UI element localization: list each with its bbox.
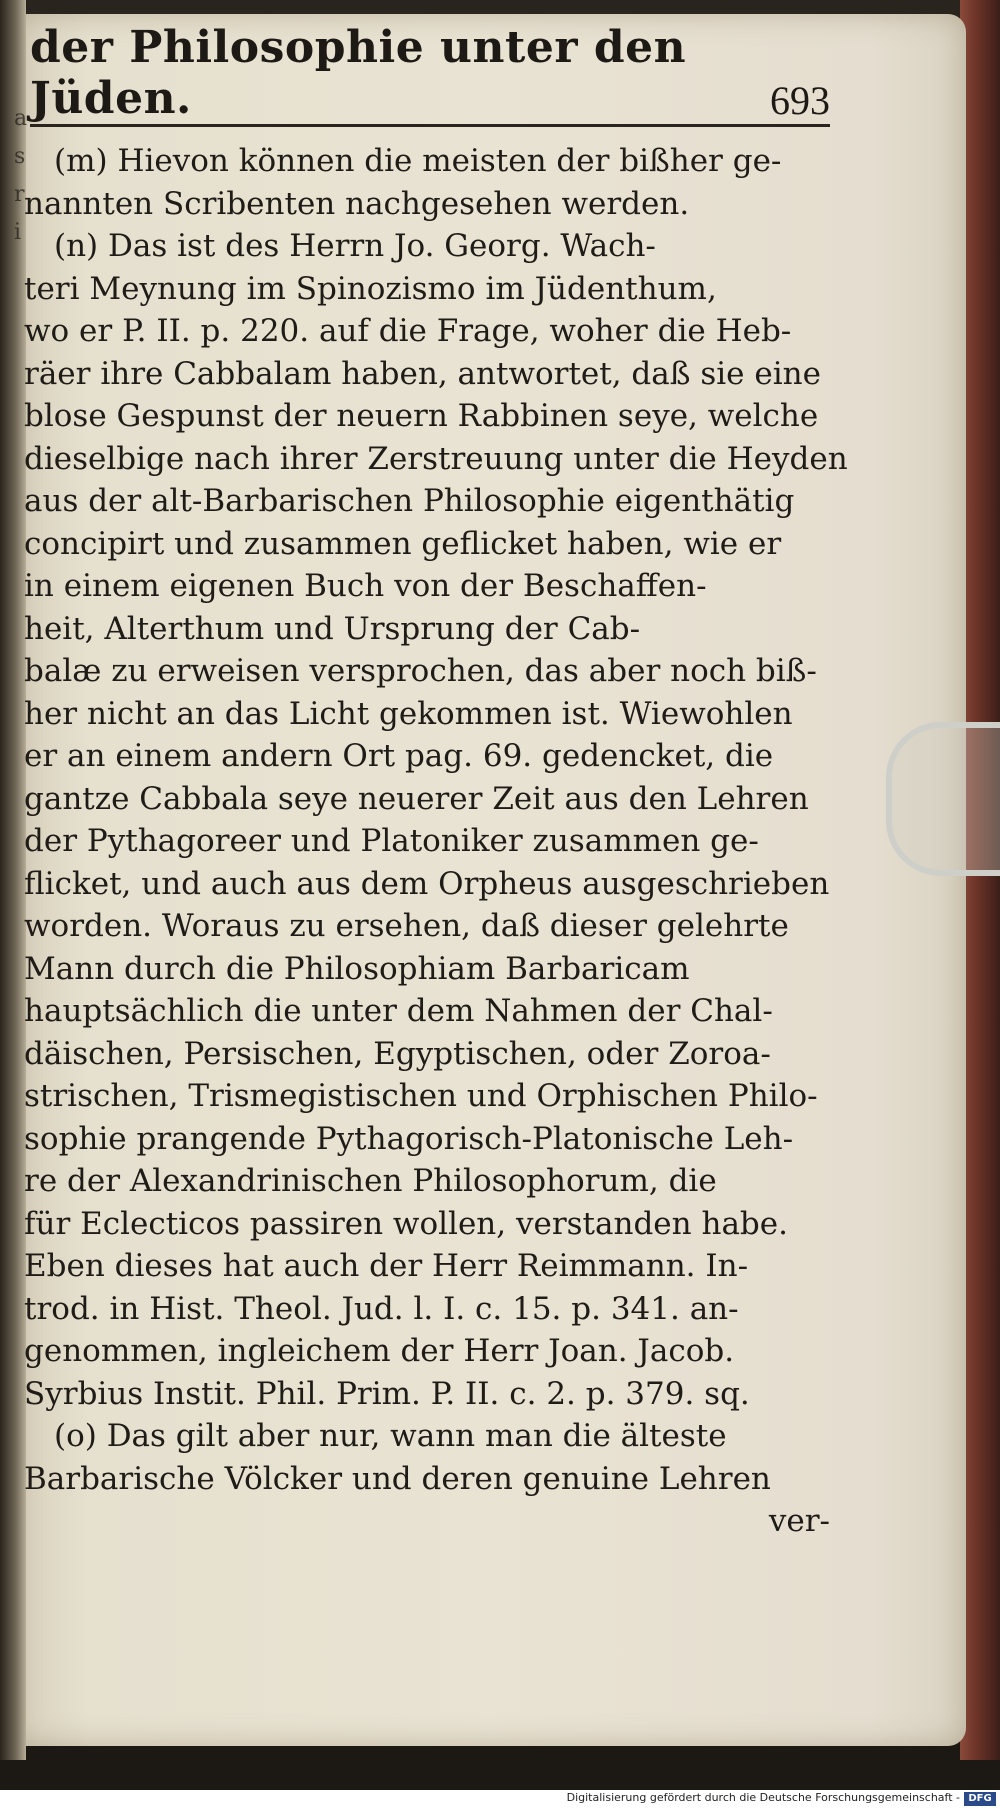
text-line: re der Alexandrinischen Philosophorum, die bbox=[24, 1163, 717, 1199]
dfg-logo: DFG bbox=[964, 1792, 996, 1806]
text-line: genommen, ingleichem der Herr Joan. Jacob. bbox=[24, 1333, 735, 1369]
text-line: blose Gespunst der neuern Rabbinen seye, welche bbox=[24, 398, 819, 434]
page-gutter-shadow bbox=[0, 0, 26, 1760]
text-line: (m) Hievon können die meisten der bißher ge- bbox=[54, 143, 782, 179]
text-line: Eben dieses hat auch der Herr Reimmann. In- bbox=[24, 1248, 749, 1284]
text-line: er an einem andern Ort pag. 69. gedencket, die bbox=[24, 738, 774, 774]
funding-credit: Digitalisierung gefördert durch die Deutsche Forschungsgemeinschaft - bbox=[566, 1791, 960, 1804]
text-line: balæ zu erweisen versprochen, das aber noch biß- bbox=[24, 653, 817, 689]
text-line: Mann durch die Philosophiam Barbaricam bbox=[24, 950, 690, 987]
text-line: teri Meynung im Spinozismo im Jüdenthum, bbox=[24, 270, 717, 307]
margin-letter: i bbox=[14, 220, 22, 245]
text-line: her nicht an das Licht gekommen ist. Wiewohlen bbox=[24, 695, 793, 732]
text-line: strischen, Trismegistischen und Orphischen Philo- bbox=[24, 1078, 818, 1114]
text-line: Syrbius Instit. Phil. Prim. P. II. c. 2. p. 379. sq. bbox=[24, 1375, 750, 1412]
page-number: 693 bbox=[770, 78, 830, 123]
text-line: nannten Scribenten nachgesehen werden. bbox=[24, 185, 690, 222]
text-line: (o) Das gilt aber nur, wann man die älteste bbox=[54, 1418, 727, 1454]
text-line: flicket, und auch aus dem Orpheus ausgeschrieben bbox=[24, 865, 830, 902]
margin-letter: a bbox=[14, 106, 28, 131]
margin-letter: s bbox=[14, 144, 26, 169]
text-line: hauptsächlich die unter dem Nahmen der Chal- bbox=[24, 993, 773, 1029]
text-line: der Pythagoreer und Platoniker zusammen ge- bbox=[24, 823, 759, 859]
text-line: (n) Das ist des Herrn Jo. Georg. Wach- bbox=[54, 228, 656, 264]
text-line: sophie prangende Pythagorisch-Platonische Leh- bbox=[24, 1120, 794, 1157]
running-title: der Philosophie unter den Jüden. bbox=[30, 22, 687, 124]
text-line: aus der alt-Barbarischen Philosophie eigenthätig bbox=[24, 483, 795, 519]
text-line: worden. Woraus zu ersehen, daß dieser gelehrte bbox=[24, 908, 789, 944]
text-line: für Eclecticos passiren wollen, verstanden habe. bbox=[24, 1205, 788, 1242]
margin-letter: r bbox=[14, 182, 25, 207]
book-edge bbox=[960, 0, 1000, 1760]
text-line: in einem eigenen Buch von der Beschaffen- bbox=[24, 568, 707, 604]
footnote-text bbox=[24, 140, 848, 1543]
text-line: trod. in Hist. Theol. Jud. l. I. c. 15. p. 341. an- bbox=[24, 1290, 739, 1327]
text-line: concipirt und zusammen geflicket haben, wie er bbox=[24, 525, 782, 562]
catchword: ver- bbox=[768, 1503, 830, 1539]
text-line: wo er P. II. p. 220. auf die Frage, woher die Heb- bbox=[24, 313, 792, 349]
running-header bbox=[30, 22, 830, 127]
text-line: gantze Cabbala seye neuerer Zeit aus den Lehren bbox=[24, 780, 809, 817]
text-line: heit, Alterthum und Ursprung der Cab- bbox=[24, 610, 641, 647]
text-line: Barbarische Völcker und deren genuine Lehren bbox=[24, 1460, 771, 1497]
text-line: däischen, Persischen, Egyptischen, oder Zoroa- bbox=[24, 1035, 771, 1072]
page-clip bbox=[886, 722, 1000, 876]
text-line: dieselbige nach ihrer Zerstreuung unter die Heyden bbox=[24, 440, 848, 477]
text-line: räer ihre Cabbalam haben, antwortet, daß sie eine bbox=[24, 355, 821, 392]
